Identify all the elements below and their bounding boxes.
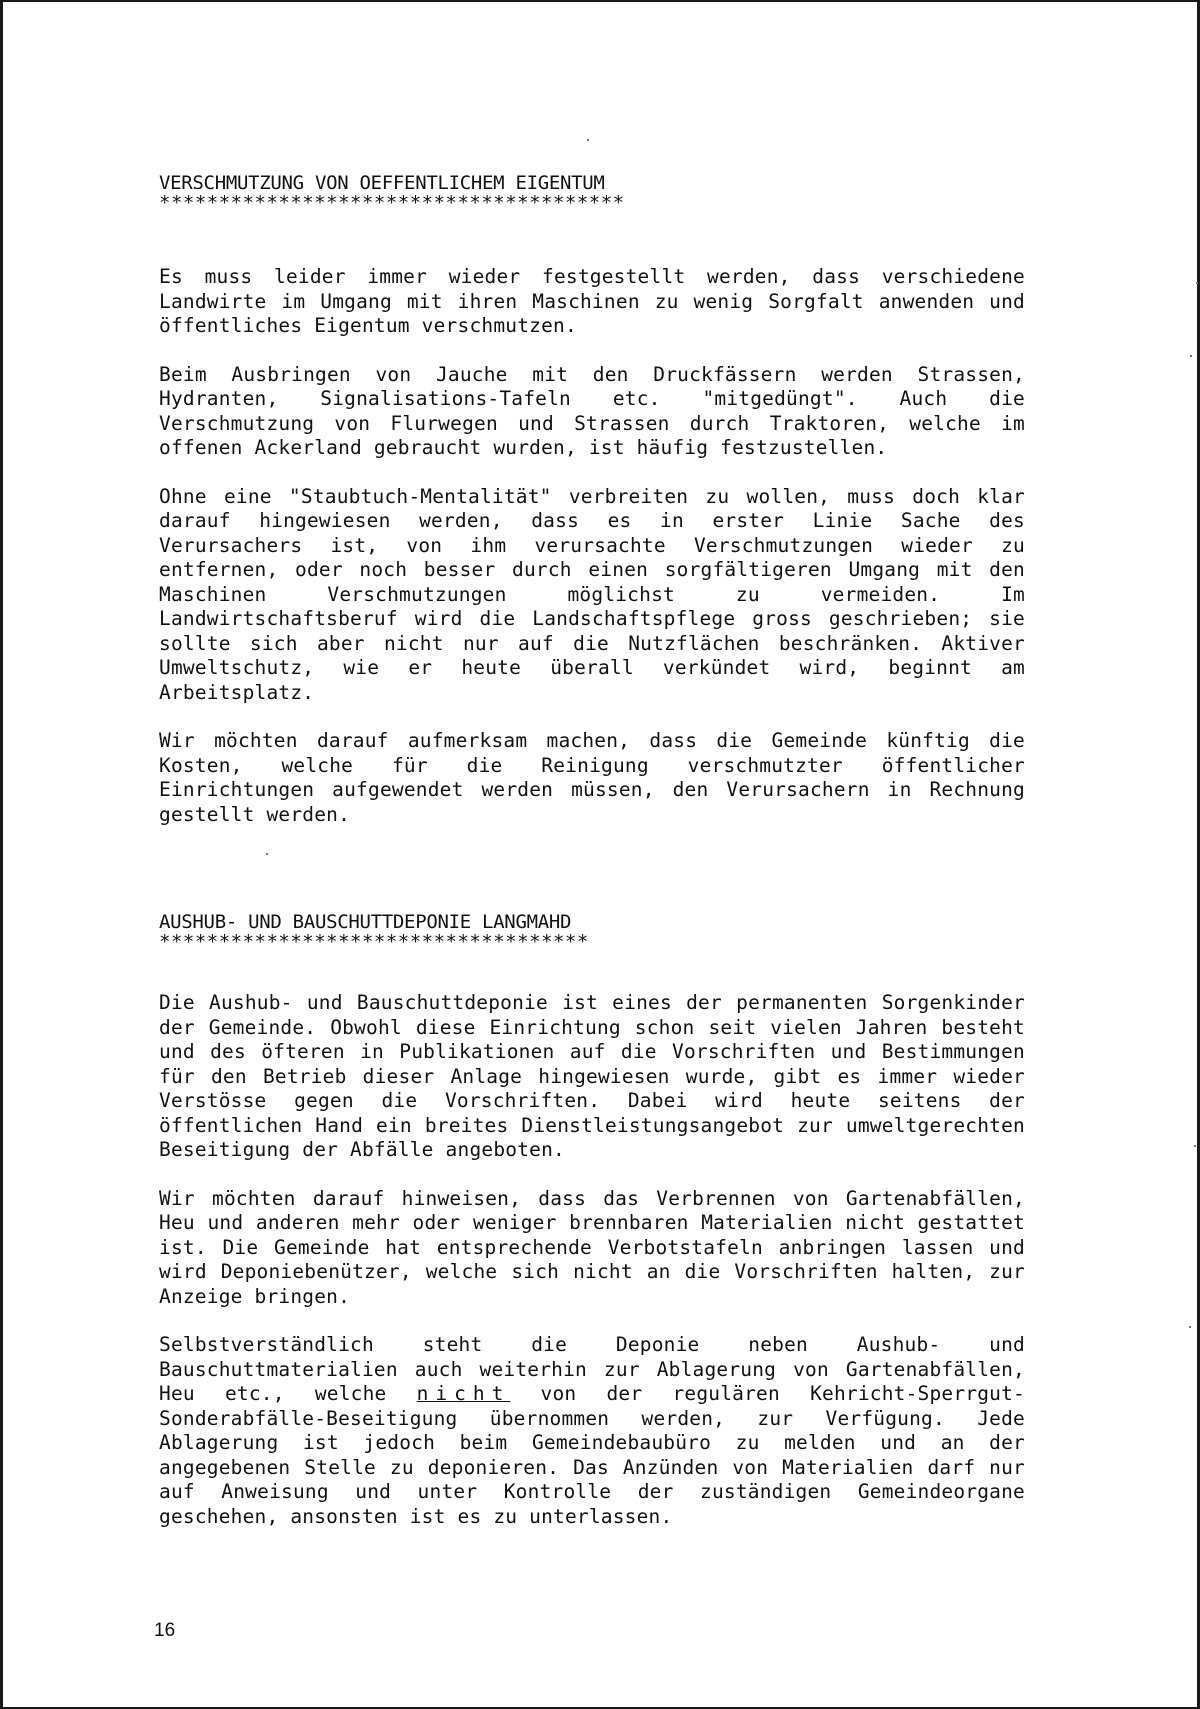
section-verschmutzung xyxy=(159,172,1025,827)
section-heading: VERSCHMUTZUNG VON OEFFENTLICHEM EIGENTUM xyxy=(159,172,605,194)
paragraph xyxy=(159,1333,1025,1529)
scan-speck xyxy=(587,139,589,141)
paragraph-text: von der regulären Kehricht-Sperrgut-Sonderabfälle-Beseitigung übernommen werden, zur Verfügung. Jede Ablagerung ist jedoch beim Gemeindebaubüro zu melden und an der angegebenen Stelle zu deponieren. Das Anzünden von Materialien darf nur auf Anweisung und unter Kontrolle der zuständigen Gemeindeorgane geschehen, ansonsten ist es zu unterlassen. xyxy=(159,1382,1025,1528)
paragraph: Wir möchten darauf hinweisen, dass das Verbrennen von Gartenabfällen, Heu und anderen mehr oder weniger brennbaren Materialien nicht gestattet ist. Die Gemeinde hat entsprechende Verbotstafeln anbringen lassen und wird Deponiebenützer, welche sich nicht an die Vorschriften halten, zur Anzeige bringen. xyxy=(159,1186,1025,1308)
page-border-top xyxy=(0,0,1200,2)
paragraph: Beim Ausbringen von Jauche mit den Druckfässern werden Strassen, Hydranten, Signalisations-Tafeln etc. "mitgedüngt". Auch die Verschmutzung von Flurwegen und Strassen durch Traktoren, welche im offenen Ackerland gebraucht wurden, ist häufig festzustellen. xyxy=(159,362,1025,459)
heading-asterisk-rule: ************************************ xyxy=(159,933,589,951)
heading-asterisk-rule: *************************************** xyxy=(159,194,625,212)
paragraph: Wir möchten darauf aufmerksam machen, dass die Gemeinde künftig die Kosten, welche für die Reinigung verschmutzter öffentlicher Einrichtungen aufgewendet werden müssen, den Verursachern in Rechnung gestellt werden. xyxy=(159,729,1025,826)
scan-speck xyxy=(1194,1145,1196,1147)
page-border-left xyxy=(0,0,3,1709)
emphasized-word: nicht xyxy=(416,1382,511,1405)
paragraph: Es muss leider immer wieder festgestellt werden, dass verschiedene Landwirte im Umgang mit ihren Maschinen zu wenig Sorgfalt anwenden und öffentliches Eigentum verschmutzen. xyxy=(159,265,1025,337)
document-page xyxy=(159,172,1025,1529)
scan-speck xyxy=(1190,355,1192,357)
scan-speck xyxy=(1196,282,1198,284)
paragraph: Die Aushub- und Bauschuttdeponie ist eines der permanenten Sorgenkinder der Gemeinde. Obwohl diese Einrichtung schon seit vielen Jahren besteht und des öfteren in Publikationen auf die Vorschriften und Bestimmungen für den Betrieb dieser Anlage hingewiesen wurde, gibt es immer wieder Verstösse gegen die Vorschriften. Dabei wird heute seitens der öffentlichen Hand ein breites Dienstleistungsangebot zur umweltgerechten Beseitigung der Abfälle angeboten. xyxy=(159,991,1025,1161)
scan-speck xyxy=(1189,1326,1191,1328)
paragraph-text: Selbstverständlich steht die Deponie neben Aushub- und Bauschuttmaterialien auch weiterhin zur Ablagerung von Gartenabfällen, Heu etc., welche xyxy=(159,1333,1025,1405)
section-deponie xyxy=(159,911,1025,1529)
paragraph: Ohne eine "Staubtuch-Mentalität" verbreiten zu wollen, muss doch klar darauf hingewiesen werden, dass es in erster Linie Sache des Verursachers ist, von ihm verursachte Verschmutzungen wieder zu entfernen, oder noch besser durch einen sorgfältigeren Umgang mit den Maschinen Verschmutzungen möglichst zu vermeiden. Im Landwirtschaftsberuf wird die Landschaftspflege gross geschrieben; sie sollte sich aber nicht nur auf die Nutzflächen beschränken. Aktiver Umweltschutz, wie er heute überall verkündet wird, beginnt am Arbeitsplatz. xyxy=(159,484,1025,704)
section-heading: AUSHUB- UND BAUSCHUTTDEPONIE LANGMAHD xyxy=(159,911,572,933)
page-number: 16 xyxy=(154,1620,176,1641)
